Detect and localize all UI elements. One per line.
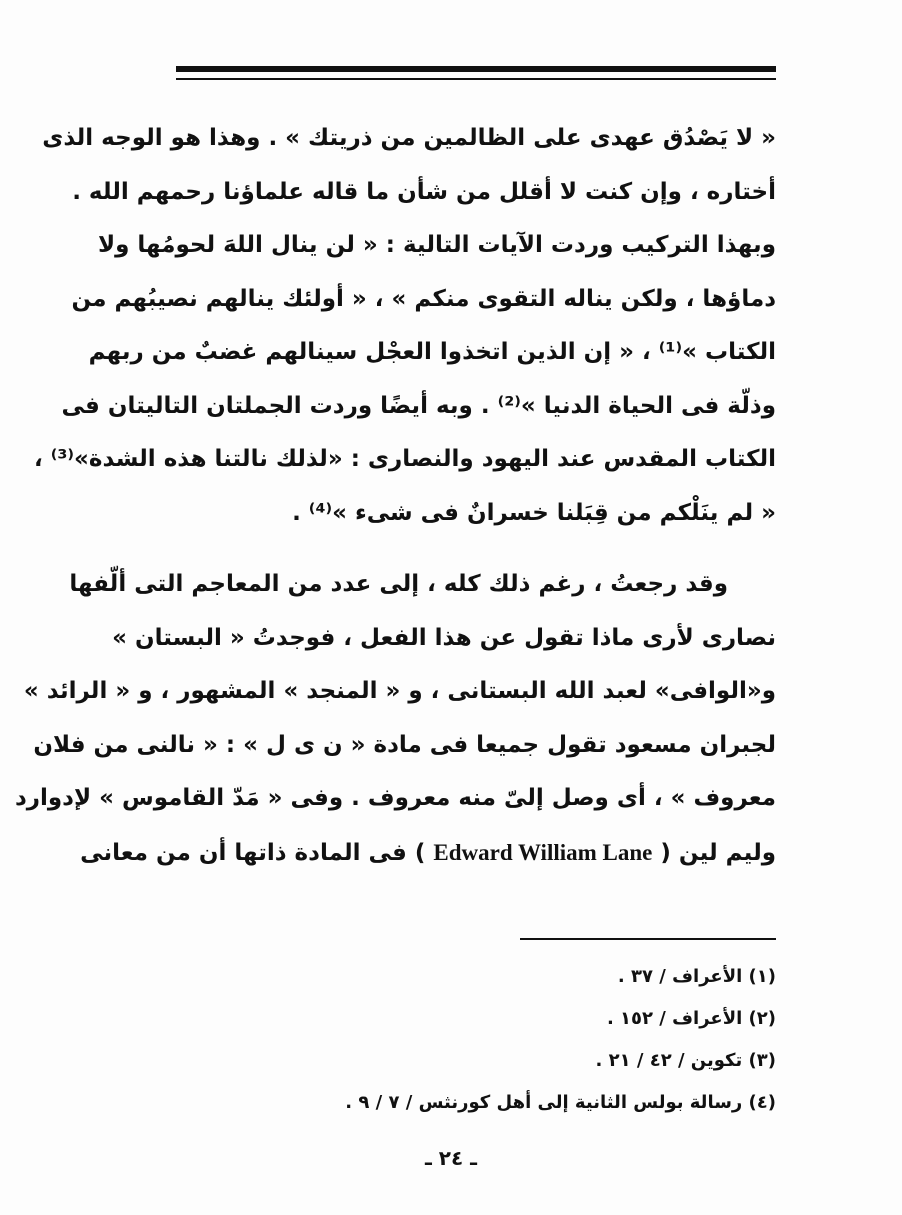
footnote-item: (١) الأعراف / ٣٧ . (617, 966, 776, 987)
body-text (14, 112, 776, 880)
body-line: وقد رجعتُ ، رغم ذلك كله ، إلى عدد من المعاجم التى ألّفها (69, 571, 728, 597)
body-line: الكتاب المقدس عند اليهود والنصارى : «لذلك نالتنا هذه الشدة»⁽³⁾ ، (33, 446, 776, 472)
body-line: أختاره ، وإن كنت لا أقلل من شأن ما قاله علماؤنا رحمهم الله . (72, 178, 776, 205)
footnote-separator (520, 938, 776, 940)
body-line: نصارى لأرى ماذا تقول عن هذا الفعل ، فوجدتُ « البستان » (112, 624, 776, 651)
footnote-item: (٢) الأعراف / ١٥٢ . (606, 1008, 776, 1029)
footnote-item: (٤) رسالة بولس الثانية إلى أهل كورنثس / ٧ / ٩ . (345, 1092, 776, 1113)
body-line: الكتاب »⁽¹⁾ ، « إن الذين اتخذوا العجْل سينالهم غضبٌ من ربهم (88, 339, 776, 365)
body-line: وبهذا التركيب وردت الآيات التالية : « لن ينال اللهَ لحومُها ولا (97, 232, 776, 258)
body-line-segment: ) فى المادة ذاتها أن من معانى (80, 839, 426, 866)
latin-name: Edward William Lane (433, 839, 653, 865)
body-line: وذلّة فى الحياة الدنيا »⁽²⁾ . وبه أيضًا وردت الجملتان التاليتان فى (61, 392, 776, 419)
header-rule-thick (176, 66, 776, 72)
body-line: لجبران مسعود تقول جميعا فى مادة « ن ى ل » : « نالنى من فلان (33, 731, 776, 758)
header-rule-thin (176, 78, 776, 80)
body-line: « لم ينَلْكم من قِبَلنا خسرانٌ فى شىء »⁽⁴⁾ . (292, 499, 776, 526)
page-number: ـ ٢٤ ـ (424, 1146, 478, 1170)
body-line: و«الوافى» لعبد الله البستانى ، و « المنجد » المشهور ، و « الرائد » (23, 678, 776, 704)
body-line-last (80, 826, 776, 881)
body-line: « لا يَصْدُق عهدى على الظالمين من ذريتك » . وهذا هو الوجه الذى (42, 125, 776, 151)
body-line: دماؤها ، ولكن يناله التقوى منكم » ، « أولئك ينالهم نصيبُهم من (71, 285, 776, 312)
body-line-segment: وليم لين ( (660, 839, 776, 866)
footnote-item: (٣) تكوين / ٤٢ / ٢١ . (595, 1050, 776, 1071)
body-line: معروف » ، أى وصل إلىّ منه معروف . وفى « مَدّ القاموس » لإدوارد (14, 785, 776, 811)
paragraph-gap (176, 540, 776, 558)
footnotes (300, 956, 776, 1124)
